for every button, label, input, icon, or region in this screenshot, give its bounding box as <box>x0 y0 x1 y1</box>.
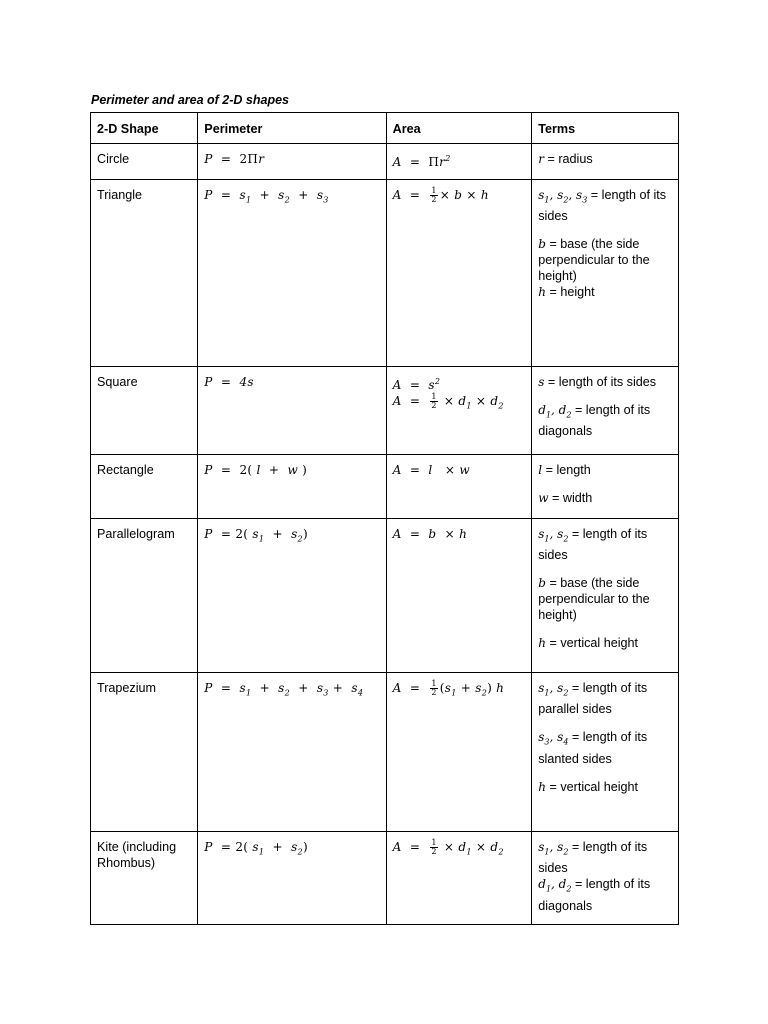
term-text: = vertical height <box>549 636 639 651</box>
shape-name: Kite (including Rhombus) <box>91 832 198 925</box>
table-row <box>91 144 679 180</box>
shape-name: Trapezium <box>91 673 198 832</box>
term-text: = length of its diagonals <box>538 403 651 439</box>
term-text: = length of its sides <box>538 840 648 876</box>
perimeter-formula: $P = s_1 + s_2 + s_3$ <box>198 180 386 367</box>
terms-cell: $s_1$, $s_2$ = length of its sides $d_1$, $d_2$ = length of its diagonals <box>532 832 679 925</box>
table-row <box>91 455 679 519</box>
term-text: = base (the side perpendicular to the height) <box>538 576 650 623</box>
header-area: Area <box>386 113 532 144</box>
perimeter-formula: P = 2( $s_1 + s_2$) <box>198 832 386 925</box>
perimeter-formula: P = 2( l + w ) <box>198 455 386 519</box>
term-text: = length of its slanted sides <box>538 730 648 766</box>
header-terms: Terms <box>532 113 679 144</box>
area-formula: A = $\frac{1}{2}$ × b × h <box>386 180 532 367</box>
terms-cell: l = length w = width <box>532 455 679 519</box>
perimeter-formula: P = 2Πr <box>198 144 386 180</box>
area-formula: A = b × h <box>386 519 532 673</box>
area-formula: $A = \Pi r^2$ <box>386 144 532 180</box>
shape-name: Circle <box>91 144 198 180</box>
term-text: = length of its diagonals <box>538 877 651 913</box>
terms-cell: r = radius <box>532 144 679 180</box>
term-text: = length of its sides <box>538 188 667 224</box>
term-text: = height <box>549 285 595 300</box>
perimeter-formula: P = 2( $s_1 + s_2$) <box>198 519 386 673</box>
shape-name: Triangle <box>91 180 198 367</box>
area-formula: A = $\frac{1}{2}$ $(s_1 + s_2)$ h <box>386 673 532 832</box>
table-row <box>91 367 679 455</box>
terms-cell: s = length of its sides $d_1$, $d_2$ = length of its diagonals <box>532 367 679 455</box>
header-perimeter: Perimeter <box>198 113 386 144</box>
perimeter-formula: $P = s_1 + s_2 + s_3 + s_4$ <box>198 673 386 832</box>
term-text: = length <box>545 463 591 477</box>
term-text: = width <box>552 491 593 505</box>
document-title: Perimeter and area of 2-D shapes <box>91 93 289 107</box>
shape-name: Square <box>91 367 198 455</box>
term-text: = length of its sides <box>547 375 657 389</box>
table-row <box>91 180 679 367</box>
table-row <box>91 519 679 673</box>
header-shape: 2-D Shape <box>91 113 198 144</box>
shapes-table <box>90 112 679 925</box>
perimeter-formula: P = 4s <box>198 367 386 455</box>
table-row <box>91 832 679 925</box>
terms-cell: $s_1$, $s_2$ = length of its parallel sides $s_3$, $s_4$ = length of its slanted sides h = vertical height <box>532 673 679 832</box>
shape-name: Rectangle <box>91 455 198 519</box>
term-text: = base (the side perpendicular to the height) <box>538 237 650 284</box>
area-formula: $A = s^2$ A = $\frac{1}{2}$ × $d_1 \times d_2$ <box>386 367 532 455</box>
terms-cell: $s_1$, $s_2$, $s_3$ = length of its sides b = base (the side perpendicular to the height) h = height <box>532 180 679 367</box>
term-text: = length of its parallel sides <box>538 681 648 717</box>
shape-name: Parallelogram <box>91 519 198 673</box>
term-text: = vertical height <box>549 779 639 794</box>
area-formula: A = l × w <box>386 455 532 519</box>
table-row <box>91 673 679 832</box>
table-header-row <box>91 113 679 144</box>
term-text: = length of its sides <box>538 527 648 563</box>
terms-cell: $s_1$, $s_2$ = length of its sides b = base (the side perpendicular to the height) h = vertical height <box>532 519 679 673</box>
term-text: = radius <box>547 152 593 166</box>
area-formula: A = $\frac{1}{2}$ × $d_1 \times d_2$ <box>386 832 532 925</box>
